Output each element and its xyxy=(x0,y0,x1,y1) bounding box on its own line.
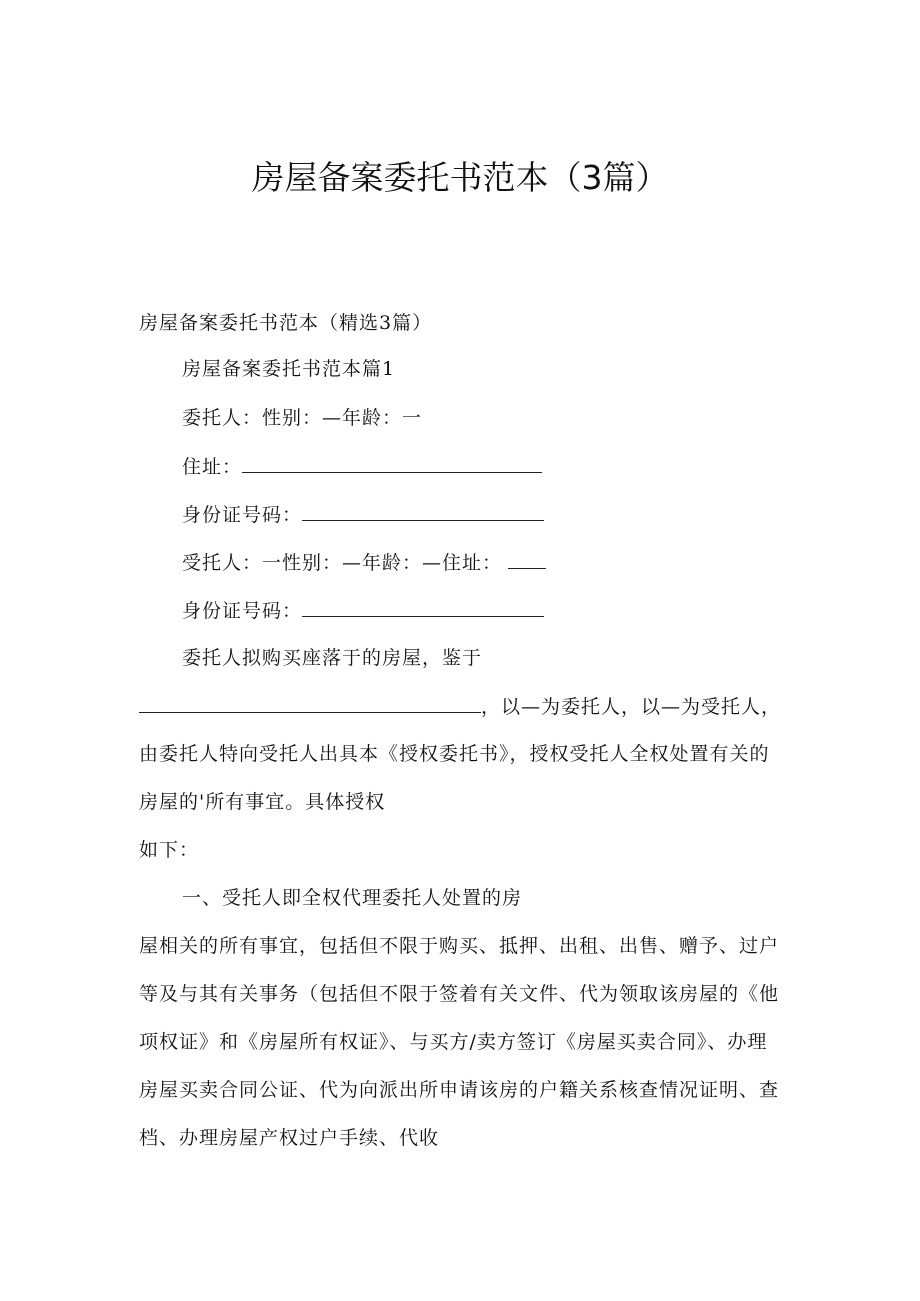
paragraph-1-line-2 xyxy=(139,694,781,719)
agent-id-field xyxy=(182,598,544,623)
principal-id-blank xyxy=(302,502,544,521)
paragraph-2-line-5: 房屋买卖合同公证、代为向派出所申请该房的户籍关系核查情况证明、查 xyxy=(139,1079,780,1101)
paragraph-1-line-4: 房屋的'所有事宜。具体授权 xyxy=(139,791,386,813)
agent-id-label: 身份证号码： xyxy=(182,600,303,622)
principal-line: 委托人：性别：—年龄：一 xyxy=(182,407,423,429)
paragraph-1-line-5: 如下： xyxy=(139,839,200,861)
agent-id-blank xyxy=(302,598,544,617)
document-subtitle: 房屋备案委托书范本（精选3篇） xyxy=(139,312,433,334)
paragraph-2-line-4: 项权证》和《房屋所有权证》、与买方/卖方签订《房屋买卖合同》、办理 xyxy=(139,1031,768,1053)
paragraph-2-line-3: 等及与其有关事务（包括但不限于签着有关文件、代为领取该房屋的《他 xyxy=(139,983,780,1005)
principal-id-label: 身份证号码： xyxy=(182,504,303,526)
section-heading: 房屋备案委托书范本篇1 xyxy=(182,358,396,380)
address-label: 住址： xyxy=(182,456,243,478)
paragraph-2-line-6: 档、办理房屋产权过户手续、代收 xyxy=(139,1127,440,1149)
address-blank xyxy=(242,454,542,473)
paragraph-1-line-3: 由委托人特向受托人出具本《授权委托书》，授权受托人全权处置有关的 xyxy=(139,743,770,765)
property-blank xyxy=(139,694,481,713)
address-field xyxy=(182,454,542,479)
paragraph-2-line-1: 一、受托人即全权代理委托人处置的房 xyxy=(182,887,523,909)
paragraph-1-line-1: 委托人拟购买座落于的房屋，鉴于 xyxy=(182,647,483,669)
principal-id-field xyxy=(182,502,544,527)
paragraph-2-line-2: 屋相关的所有事宜，包括但不限于购买、抵押、出租、出售、赠予、过户 xyxy=(139,935,780,957)
document-title: 房屋备案委托书范本（3篇） xyxy=(251,158,669,197)
agent-field xyxy=(182,550,546,575)
paragraph-1-line-2-text: ，以—为委托人，以—为受托人， xyxy=(481,696,782,718)
agent-address-blank xyxy=(508,550,546,569)
agent-line: 受托人：一性别：—年龄：—住址： xyxy=(182,552,503,574)
